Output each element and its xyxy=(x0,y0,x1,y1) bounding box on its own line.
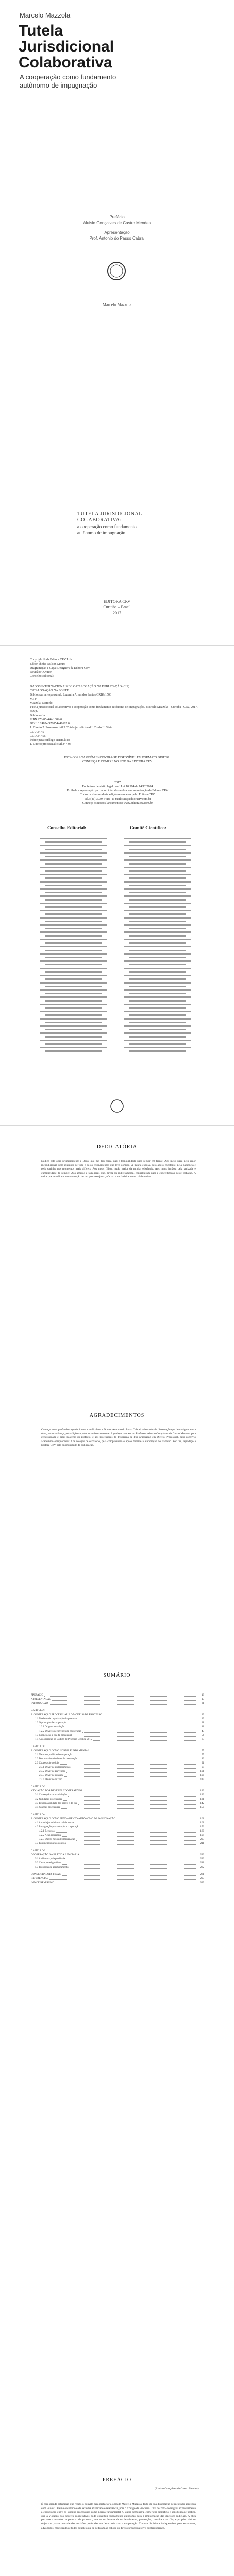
toc-entry-page: 56 xyxy=(202,1734,204,1737)
preface-label: Prefácio xyxy=(109,215,125,219)
preface-text: É com grande satisfação que recebi o convite para prefaciar a obra de Marcelo Mazzola, fruto de sua dissertação de mestrado aprovada com louvor. O tema escolhido é de extrema atualidade e relevância, pois o Código de Processo Civil de 2015 consagrou expressamente a cooperação entre os sujeitos processuais como norma fundamental. O autor demonstra, com rigor científico e sensibilidade prática, que a violação dos deveres cooperativos pode constituir fundamento autônomo para a impugnação das decisões judiciais. A obra percorre o modelo cooperativo de processo, analisa os deveres de esclarecimento, prevenção, consulta e auxílio, e propõe critérios objetivos para o controle das decisões proferidas em desacordo com a cooperação. Trata-se de leitura indispensável para estudantes, advogados, magistrados e todos aqueles que se dedicam ao estudo do direito processual civil contemporâneo. xyxy=(41,2503,196,2530)
toc-entry-label: 2.3.2 Dever de prevenção xyxy=(39,1770,66,1773)
title-page-publisher xyxy=(0,599,234,616)
toc-entry[interactable] xyxy=(31,1749,204,1753)
toc-entry-label: 4.3 Parâmetros para o controle xyxy=(35,1842,67,1845)
toc-leader xyxy=(78,1802,196,1805)
catalog-line: CDU 347.9 xyxy=(30,731,44,734)
toc-leader xyxy=(116,1817,196,1820)
toc-entry-label: 5.2 Casos paradigmáticos xyxy=(35,1862,62,1865)
toc-entry[interactable] xyxy=(31,1861,204,1866)
toc-entry[interactable] xyxy=(31,1825,204,1829)
toc-entry-label: 4.1 A tutela jurisdicional colaborativa xyxy=(35,1822,74,1824)
toc-leader xyxy=(82,1730,196,1733)
book-cover xyxy=(0,0,234,289)
toc-entry-page: 115 xyxy=(200,1778,204,1781)
toc-entry[interactable] xyxy=(31,1774,204,1778)
toc-entry-page: 17 xyxy=(202,1698,204,1701)
title-page-block xyxy=(77,511,160,536)
toc-entry-page: 47 xyxy=(202,1730,204,1733)
toc-entry-label: COOPERAÇÃO NA PRÁTICA JUDICIÁRIA xyxy=(31,1854,79,1856)
catalog-line: Índice para catálogo sistemático xyxy=(30,739,70,742)
council-right-title: Comitê Científico: xyxy=(130,825,166,831)
preface-page xyxy=(0,2456,234,2576)
toc-leader xyxy=(75,1821,196,1824)
toc-entry-page: 108 xyxy=(200,1774,204,1777)
toc-entry-page: 194 xyxy=(200,1834,204,1837)
acknowledgements-title: AGRADECIMENTOS xyxy=(89,1413,145,1418)
toc-entry[interactable] xyxy=(31,1709,204,1713)
toc-entry-label: CONSIDERAÇÕES FINAIS xyxy=(31,1873,61,1876)
catalog-line: CATALOGAÇÃO NA FONTE xyxy=(30,689,69,692)
catalog-line: 356 p. xyxy=(30,710,38,713)
catalog-line: 1. Direito processual civil 347.05 xyxy=(30,743,71,746)
toc-entry[interactable] xyxy=(31,1798,204,1802)
toc-entry[interactable] xyxy=(31,1785,204,1789)
toc-leader xyxy=(78,1717,196,1720)
toc-entry-label: 1.1 Modelos de organização do processo xyxy=(35,1718,77,1720)
acknowledgements-page xyxy=(0,1394,234,1652)
publisher-seal-icon xyxy=(109,1098,125,1114)
cover-subtitle-line: autônomo de impugnação xyxy=(20,81,97,89)
toc-leader xyxy=(64,1774,196,1777)
legal-notice xyxy=(30,781,205,805)
toc-entry-label: CAPÍTULO 3 xyxy=(31,1786,46,1788)
toc-leader xyxy=(55,1881,196,1884)
toc-entry-page: 95 xyxy=(202,1766,204,1769)
toc-leader xyxy=(60,1761,196,1765)
presentation-label: Apresentação xyxy=(104,230,130,235)
toc-leader xyxy=(70,1866,196,1869)
toc-entry-label: 3.3 Responsabilidade das partes e do juiz xyxy=(35,1802,78,1805)
catalog-line: Tutela jurisdicional colaborativa: a cooperação como fundamento autônomo de impugnação / Marcelo Mazzola – Curitiba : CRV, 2017. xyxy=(30,706,198,709)
toc-entry-page: 161 xyxy=(200,1818,204,1820)
toc-entry-page: 123 xyxy=(200,1794,204,1797)
toc-leader xyxy=(78,1757,196,1760)
toc-leader xyxy=(103,1713,196,1716)
copyright-line: Copyright © da Editora CRV Ltda. xyxy=(30,658,73,662)
toc-entry-page: 211 xyxy=(200,1842,204,1845)
digital-notice xyxy=(30,756,205,764)
toc-entry-page: 83 xyxy=(202,1758,204,1760)
toc-leader xyxy=(56,1829,196,1833)
acknowledgements-text: Começo meus profundos agradecimentos ao Professor Doutor Antonio do Passo Cabral, orientador da dissertação que deu origem a esta obra, pela confiança, pelas lições e pelo incentivo constante. Agradeço também ao Professor Aluisio Gonçalves de Castro Mendes, pela generosidade e pelas palavras do prefácio, e aos professores do Programa de Pós-Graduação em Direito Processual, pelo convívio acadêmico enriquecedor. Aos colegas de escritório, pela compreensão e apoio durante a elaboração do trabalho. Por fim, agradeço à Editora CRV pela oportunidade de publicação. xyxy=(41,1428,196,1447)
catalog-line: ISBN 978-85-444-1682-0 xyxy=(30,718,62,721)
toc-entry[interactable] xyxy=(31,1730,204,1734)
toc-entry-page: 21 xyxy=(202,1702,204,1705)
toc-leader xyxy=(73,1753,196,1756)
summary-page xyxy=(0,1652,234,2456)
summary-title: SUMÁRIO xyxy=(103,1673,131,1679)
toc-entry-label: 1.2.2 Deveres decorrentes da cooperação xyxy=(39,1730,81,1733)
cover-author: Marcelo Mazzola xyxy=(20,11,71,19)
toc-entry-label: CAPÍTULO 1 xyxy=(31,1709,46,1712)
toc-entry[interactable] xyxy=(31,1881,204,1885)
toc-entry-label: CAPÍTULO 2 xyxy=(31,1745,46,1748)
toc-entry[interactable] xyxy=(31,1853,204,1857)
toc-entry[interactable] xyxy=(31,1842,204,1846)
toc-leader xyxy=(72,1766,196,1769)
toc-entry-label: REFERÊNCIAS xyxy=(31,1877,48,1880)
toc-entry-page: 172 xyxy=(200,1826,204,1828)
toc-entry-label: A COOPERAÇÃO COMO FUNDAMENTO AUTÔNOMO DE IMPUGNAÇÃO xyxy=(31,1818,116,1820)
title-page-line: COLABORATIVA: xyxy=(77,517,122,523)
toc-entry-label: 4.2.3 Outros meios de impugnação xyxy=(39,1838,75,1841)
catalog-line: M344 xyxy=(30,698,38,701)
toc-entry-page: 142 xyxy=(200,1802,204,1805)
editorial-council-page xyxy=(0,816,234,1126)
toc-leader xyxy=(65,1725,196,1728)
toc-entry-page: 150 xyxy=(200,1806,204,1809)
toc-entry[interactable] xyxy=(31,1721,204,1725)
cover-subtitle xyxy=(20,73,215,90)
toc-entry-label: ÍNDICE REMISSIVO xyxy=(31,1882,55,1884)
toc-leader xyxy=(49,1877,196,1880)
toc-entry[interactable] xyxy=(31,1806,204,1810)
title-page xyxy=(0,454,234,646)
toc-leader xyxy=(83,1789,196,1792)
toc-entry-page: 161 xyxy=(200,1822,204,1824)
catalog-line: 1. Direito 2. Processo civil 3. Tutela jurisdicional I. Título II. Série. xyxy=(30,726,113,730)
catalog-line: Editor-chefe: Railson Moura xyxy=(30,663,65,666)
toc-entry-label: CAPÍTULO 5 xyxy=(31,1850,46,1852)
toc-entry-label: VIOLAÇÃO DOS DEVERES COOPERATIVOS xyxy=(31,1790,82,1792)
publisher-city: Curitiba – Brasil xyxy=(103,605,131,609)
half-title-author: Marcelo Mazzola xyxy=(102,302,132,307)
toc-entry-label: 5.1 Análise da jurisprudência xyxy=(35,1858,65,1860)
toc-leader xyxy=(66,1770,196,1773)
toc-leader xyxy=(61,1806,196,1809)
toc-entry-page: 75 xyxy=(202,1754,204,1756)
catalog-line: Todos os direitos desta edição reservados pela: Editora CRV xyxy=(80,793,155,796)
table-of-contents xyxy=(31,1693,204,1885)
toc-entry-page: 63 xyxy=(202,1738,204,1741)
toc-leader xyxy=(44,1693,196,1697)
toc-entry-label: 2.2 Destinatários do dever de cooperação xyxy=(35,1758,78,1760)
cover-title-line: Jurisdicional xyxy=(19,38,114,55)
dedication-title: DEDICATÓRIA xyxy=(96,1144,138,1150)
toc-entry[interactable] xyxy=(31,1778,204,1782)
toc-entry[interactable] xyxy=(31,1713,204,1717)
toc-entry-page: 101 xyxy=(200,1770,204,1773)
toc-entry-page: 180 xyxy=(200,1830,204,1833)
toc-entry-label: 2.3.1 Dever de esclarecimento xyxy=(39,1766,71,1769)
dedication-page xyxy=(0,1126,234,1394)
toc-entry-label: 3.1 Consequências da violação xyxy=(35,1794,67,1797)
title-page-line: TUTELA JURISDICIONAL xyxy=(77,511,142,517)
toc-entry-page: 262 xyxy=(200,1866,204,1869)
catalog-line: 2017 xyxy=(114,781,121,784)
catalog-page xyxy=(0,646,234,816)
toc-entry-page: 29 xyxy=(202,1714,204,1716)
toc-entry[interactable] xyxy=(31,1789,204,1793)
toc-entry-page: 297 xyxy=(200,1877,204,1880)
toc-entry-label: INTRODUÇÃO xyxy=(31,1702,48,1705)
toc-entry-page: 75 xyxy=(202,1750,204,1752)
toc-leader xyxy=(93,1738,196,1741)
preface-name: Aluisio Gonçalves de Castro Mendes xyxy=(83,221,151,225)
toc-leader xyxy=(76,1838,196,1841)
toc-entry-label: 1.3 Cooperação e boa-fé processual xyxy=(35,1734,72,1737)
toc-entry[interactable] xyxy=(31,1813,204,1817)
catalog-line: Proibida a reprodução parcial ou total desta obra sem autorização da Editora CRV xyxy=(66,789,169,792)
dedication-text: Dedico esta obra primeiramente a Deus, que me deu força, paz e tranquilidade para seguir em frente. Aos meus pais, pelo amor incondicional, pelo exemplo de vida e pelos ensinamentos que levo comigo. À minha esposa, pelo apoio constante, pela paciência e pelo carinho nos momentos mais difíceis. Aos meus filhos, razão maior da minha existência. Aos meus irmãos, pela amizade e cumplicidade de sempre. Aos amigos e familiares que, direta ou indiretamente, contribuíram para a concretização deste trabalho. A todos que acreditam na construção de um processo justo, efetivo e verdadeiramente colaborativo. xyxy=(41,1160,196,1179)
toc-entry[interactable] xyxy=(31,1821,204,1825)
toc-entry[interactable] xyxy=(31,1877,204,1881)
catalog-line: DADOS INTERNACIONAIS DE CATALOGAÇÃO NA PUBLICAÇÃO (CIP) xyxy=(30,685,129,688)
title-page-line: a cooperação como fundamento xyxy=(77,524,137,529)
toc-entry[interactable] xyxy=(31,1866,204,1870)
catalog-line: Tel.: (41) 3039-6418 - E-mail: sac@editoracrv.com.br xyxy=(84,798,151,801)
toc-leader xyxy=(73,1734,196,1737)
preface-author-note: (Aluisio Gonçalves de Castro Mendes) xyxy=(155,2487,199,2490)
toc-leader xyxy=(90,1749,196,1752)
half-title-page xyxy=(0,289,234,454)
toc-entry[interactable] xyxy=(31,1770,204,1774)
cover-title-line: Tutela xyxy=(19,22,63,39)
toc-leader xyxy=(68,1842,196,1845)
toc-entry-page: 123 xyxy=(200,1790,204,1792)
toc-entry-label: 1.2.1 Origem e evolução xyxy=(39,1726,65,1728)
toc-entry[interactable] xyxy=(31,1829,204,1834)
toc-entry-label: 2.1 Natureza jurídica da cooperação xyxy=(35,1754,73,1756)
cover-title xyxy=(19,23,214,71)
toc-leader xyxy=(63,1778,196,1781)
catalog-line: Foi feito o depósito legal conf. Lei 10.994 de 14/12/2004 xyxy=(82,785,153,788)
catalog-line: ESTA OBRA TAMBÉM ENCONTRA-SE DISPONÍVEL EM FORMATO DIGITAL. xyxy=(64,756,171,759)
toc-entry[interactable] xyxy=(31,1738,204,1742)
cover-subtitle-line: A cooperação como fundamento xyxy=(20,73,116,81)
toc-entry-label: 1.2 O princípio da cooperação xyxy=(35,1722,66,1724)
toc-entry-label: A COOPERAÇÃO COMO NORMA FUNDAMENTAL xyxy=(31,1750,90,1752)
toc-entry-label: 3.4 Sanções processuais xyxy=(35,1806,60,1809)
toc-entry-page: 29 xyxy=(202,1718,204,1720)
cover-presentation-credit xyxy=(0,230,234,241)
toc-entry-label: 5.3 Propostas de aprimoramento xyxy=(35,1866,69,1869)
toc-entry[interactable] xyxy=(31,1745,204,1749)
toc-entry-page: 91 xyxy=(202,1762,204,1765)
cip-block xyxy=(30,685,205,747)
cover-title-line: Colaborativa xyxy=(19,54,112,71)
toc-entry[interactable] xyxy=(31,1838,204,1842)
toc-entry-page: 41 xyxy=(202,1726,204,1728)
catalog-line: Mazzola, Marcelo. xyxy=(30,702,54,705)
toc-entry[interactable] xyxy=(31,1766,204,1770)
cover-preface-credit xyxy=(0,214,234,226)
toc-entry[interactable] xyxy=(31,1717,204,1721)
toc-entry[interactable] xyxy=(31,1693,204,1698)
toc-entry[interactable] xyxy=(31,1857,204,1861)
catalog-line: Bibliotecária responsável: Luzenira Alves dos Santos CRB9/1506 xyxy=(30,693,111,697)
toc-entry-label: 4.2 Impugnação por violação à cooperação xyxy=(35,1826,79,1828)
title-page-line: autônomo de impugnação xyxy=(77,530,125,535)
toc-entry-page: 203 xyxy=(200,1838,204,1841)
toc-entry-page: 38 xyxy=(202,1722,204,1724)
toc-leader xyxy=(49,1702,196,1705)
catalog-line: DOI 10.24824/978854441682.0 xyxy=(30,722,70,725)
toc-entry[interactable] xyxy=(31,1734,204,1738)
toc-entry[interactable] xyxy=(31,1817,204,1821)
catalog-line: Bibliografia xyxy=(30,714,45,717)
toc-leader xyxy=(62,1834,196,1837)
catalog-line: Conselho Editorial: xyxy=(30,675,54,678)
council-left-title: Conselho Editorial: xyxy=(47,825,87,831)
toc-entry[interactable] xyxy=(31,1761,204,1766)
toc-entry-label: 2.3.4 Dever de auxílio xyxy=(39,1778,62,1781)
toc-entry[interactable] xyxy=(31,1702,204,1706)
toc-entry[interactable] xyxy=(31,1873,204,1877)
toc-leader xyxy=(62,1861,196,1865)
toc-leader xyxy=(67,1721,196,1724)
toc-entry-label: 2.3 Cooperação do juiz xyxy=(35,1762,59,1765)
toc-entry-label: 3.2 Nulidades processuais xyxy=(35,1798,62,1801)
toc-entry[interactable] xyxy=(31,1802,204,1806)
toc-entry-label: PREFÁCIO xyxy=(31,1694,44,1697)
toc-entry-page: 241 xyxy=(200,1862,204,1865)
toc-entry-page: 223 xyxy=(200,1854,204,1856)
catalog-line: Conheça os nossos lançamentos: www.editoracrv.com.br xyxy=(82,802,153,805)
toc-entry-label: 4.2.1 Recursos xyxy=(39,1830,55,1833)
toc-entry[interactable] xyxy=(31,1849,204,1853)
catalog-line: CDD 347.05 xyxy=(30,735,46,738)
toc-entry[interactable] xyxy=(31,1757,204,1761)
catalog-line: Revisão: O Autor xyxy=(30,671,52,674)
toc-leader xyxy=(66,1857,196,1860)
toc-entry-label: 2.3.3 Dever de consulta xyxy=(39,1774,64,1777)
toc-entry-page: 281 xyxy=(200,1873,204,1876)
publisher-seal-icon xyxy=(106,261,127,281)
council-names-placeholder xyxy=(36,837,196,1063)
toc-entry-page: 13 xyxy=(202,1694,204,1697)
publisher-year: 2017 xyxy=(113,611,121,615)
toc-entry-label: CAPÍTULO 4 xyxy=(31,1814,46,1816)
toc-entry-label: 1.4 A cooperação no Código de Processo Civil de 2015 xyxy=(35,1738,92,1741)
toc-entry-label: APRESENTAÇÃO xyxy=(31,1698,52,1701)
catalog-line: CONHEÇA E COMPRE NO SITE DA EDITORA CRV. xyxy=(82,760,153,764)
toc-leader xyxy=(62,1873,196,1876)
toc-leader xyxy=(80,1825,196,1828)
toc-leader xyxy=(68,1793,196,1797)
publisher-name: EDITORA CRV xyxy=(103,599,131,604)
toc-entry-label: 4.2.2 Ação rescisória xyxy=(39,1834,61,1837)
presentation-name: Prof. Antonio do Passo Cabral xyxy=(89,236,145,241)
toc-entry-page: 339 xyxy=(200,1882,204,1884)
toc-leader xyxy=(63,1798,196,1801)
toc-entry-page: 131 xyxy=(200,1798,204,1801)
toc-entry[interactable] xyxy=(31,1698,204,1702)
toc-leader xyxy=(80,1853,196,1856)
preface-title: PREFÁCIO xyxy=(102,2477,132,2483)
toc-entry[interactable] xyxy=(31,1834,204,1838)
toc-leader xyxy=(52,1698,196,1701)
toc-entry[interactable] xyxy=(31,1793,204,1798)
toc-entry[interactable] xyxy=(31,1753,204,1757)
toc-entry[interactable] xyxy=(31,1725,204,1730)
toc-entry-label: A COOPERAÇÃO PROCESSUAL E O MODELO DE PROCESSO xyxy=(31,1714,102,1716)
toc-entry-page: 223 xyxy=(200,1858,204,1860)
catalog-line: Diagramação e Capa: Designers da Editora CRV xyxy=(30,667,90,670)
catalog-block xyxy=(30,658,205,679)
